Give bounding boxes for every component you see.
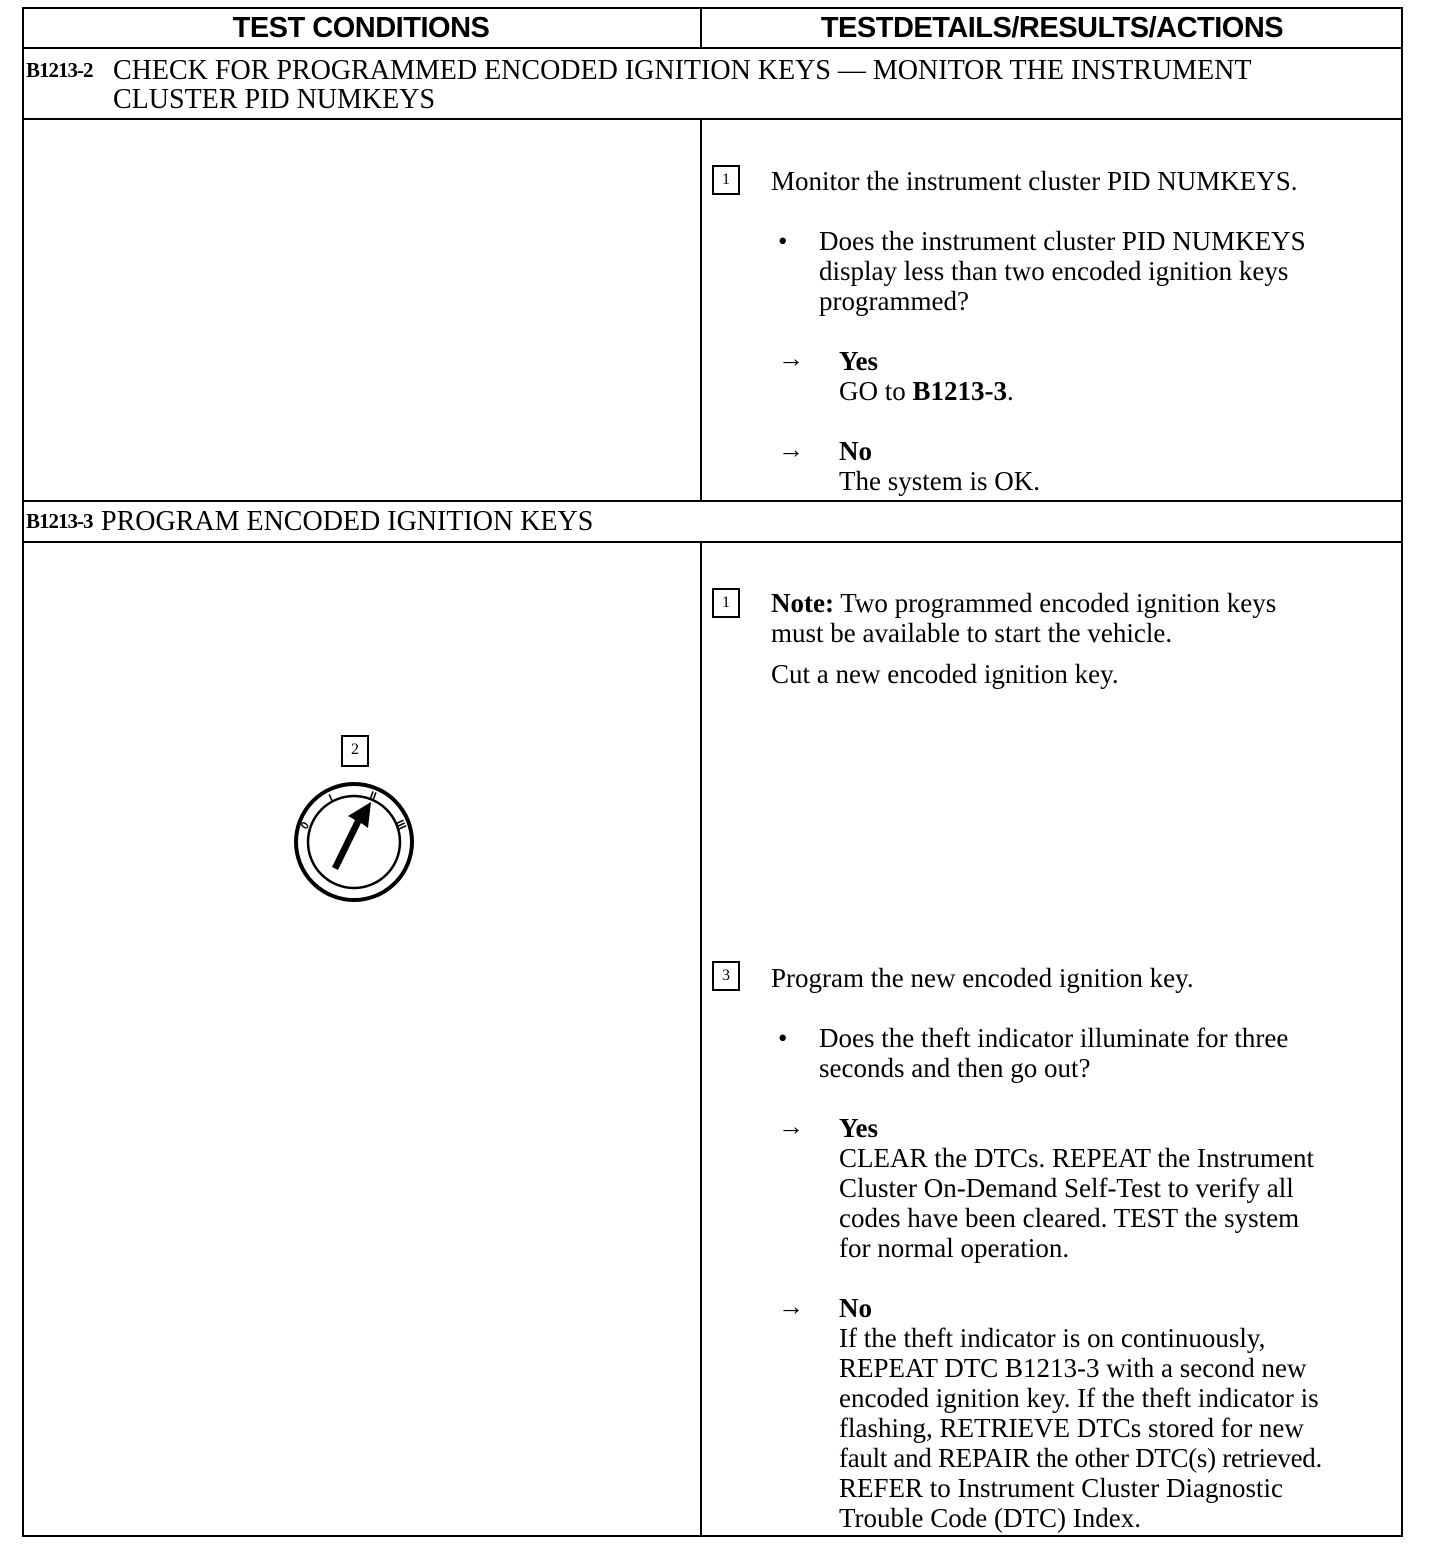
section2-note-line1 [771, 588, 1276, 618]
section1-no-label: No [839, 436, 872, 466]
section2-code: B1213-3 [26, 509, 93, 533]
section2-yes-line1: CLEAR the DTCs. REPEAT the Instrument [839, 1143, 1314, 1173]
section2-step1-number: 1 [712, 588, 740, 618]
section2-question-line2: seconds and then go out? [819, 1053, 1091, 1083]
section2-bullet: • [778, 1023, 788, 1053]
section2-no-line2: REPEAT DTC B1213-3 with a second new [839, 1353, 1307, 1383]
section1-column-divider [700, 118, 702, 502]
test-conditions-header: TEST CONDITIONS [232, 12, 490, 44]
section1-bullet: • [778, 226, 788, 256]
section1-title-line1: CHECK FOR PROGRAMMED ENCODED IGNITION KEYS — MONITOR THE INSTRUMENT [113, 55, 1252, 86]
section2-no-line5: fault and REPAIR the other DTC(s) retrieved. [839, 1443, 1322, 1473]
section1-yes-action [839, 376, 1014, 406]
section2-no-line6: REFER to Instrument Cluster Diagnostic [839, 1473, 1283, 1503]
section2-title-divider [22, 541, 1403, 543]
section2-note-text: Two programmed encoded ignition keys [833, 588, 1277, 618]
section2-question-line1: Does the theft indicator illuminate for three [819, 1023, 1289, 1053]
section2-yes-line4: for normal operation. [839, 1233, 1070, 1263]
section2-title: PROGRAM ENCODED IGNITION KEYS [101, 506, 594, 537]
section2-top-divider [22, 500, 1403, 502]
section1-title-divider [22, 118, 1403, 120]
section2-yes-label: Yes [839, 1113, 878, 1143]
section2-note-label: Note: [771, 588, 834, 618]
section2-no-line4: flashing, RETRIEVE DTCs stored for new [839, 1413, 1304, 1443]
section2-step3-text: Program the new encoded ignition key. [771, 963, 1194, 993]
section2-step3-number: 3 [712, 961, 740, 991]
ignition-mark-3: III [393, 818, 409, 832]
section1-title-line2: CLUSTER PID NUMKEYS [113, 84, 436, 115]
section2-no-label: No [839, 1293, 872, 1323]
test-details-header: TESTDETAILS/RESULTS/ACTIONS [820, 12, 1284, 44]
ignition-mark-2: II [367, 789, 378, 803]
section2-step1-text: Cut a new encoded ignition key. [771, 659, 1119, 689]
section1-yes-arrow: → [778, 344, 804, 373]
section1-yes-prefix: GO to [839, 376, 913, 406]
section1-no-text: The system is OK. [839, 466, 1040, 496]
section1-yes-suffix: . [1007, 376, 1014, 406]
section2-no-arrow: → [778, 1292, 804, 1321]
section1-question-line1: Does the instrument cluster PID NUMKEYS [819, 226, 1306, 256]
ignition-key-arrow-icon [332, 802, 371, 870]
section1-yes-label: Yes [839, 346, 878, 376]
ignition-inner-ring [308, 796, 400, 888]
section2-no-line1: If the theft indicator is on continuously, [839, 1323, 1266, 1353]
section1-step-text: Monitor the instrument cluster PID NUMKEYS. [771, 166, 1298, 196]
ignition-mark-1: I [327, 792, 336, 805]
illustration-step-number: 2 [341, 735, 369, 767]
ignition-mark-0: 0 [298, 819, 312, 832]
section2-yes-arrow: → [778, 1112, 804, 1141]
section1-yes-ref: B1213-3 [912, 376, 1007, 406]
section1-code: B1213-2 [26, 58, 93, 82]
section2-note-line2: must be available to start the vehicle. [771, 618, 1173, 648]
section1-question-line3: programmed? [819, 286, 969, 316]
section2-no-line7: Trouble Code (DTC) Index. [839, 1503, 1141, 1533]
section2-yes-line2: Cluster On-Demand Self-Test to verify all [839, 1173, 1294, 1203]
section1-question-line2: display less than two encoded ignition keys [819, 256, 1289, 286]
section2-yes-line3: codes have been cleared. TEST the system [839, 1203, 1300, 1233]
section2-no-line3: encoded ignition key. If the theft indicator is [839, 1383, 1319, 1413]
ignition-switch-illustration [284, 772, 424, 912]
section1-step-number: 1 [712, 165, 740, 195]
ignition-outer-ring [296, 784, 412, 900]
section1-no-arrow: → [778, 435, 804, 464]
section2-column-divider [700, 541, 702, 1537]
